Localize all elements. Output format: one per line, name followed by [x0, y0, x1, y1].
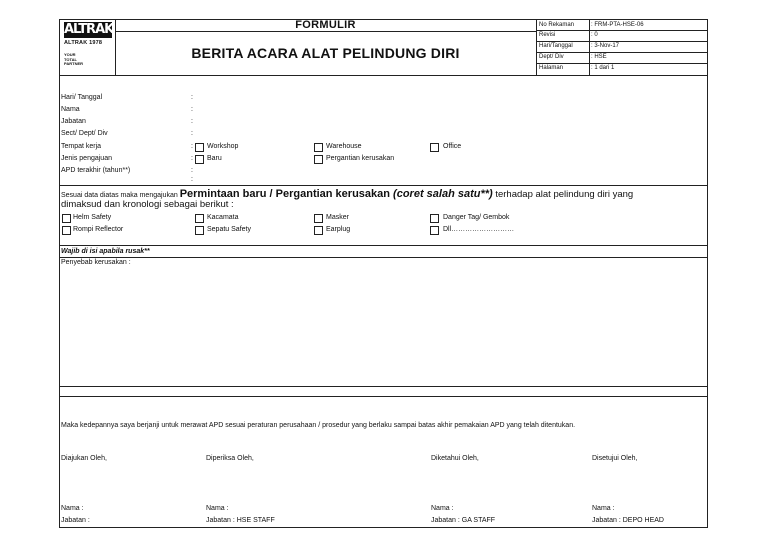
form-title: BERITA ACARA ALAT PELINDUNG DIRI	[191, 45, 460, 61]
field-colon-request-type: :	[191, 155, 193, 162]
apd-sepatu: Sepatu Safety	[207, 226, 251, 233]
apd-danger-tag: Danger Tag/ Gembok	[443, 214, 510, 221]
logo-tagline: YOUR TOTAL PARTNER	[64, 52, 84, 66]
meta-divider	[589, 19, 590, 75]
checkbox-pergantian[interactable]	[314, 155, 323, 164]
option-pergantian: Pergantian kerusakan	[326, 155, 395, 162]
apd-masker: Masker	[326, 214, 349, 221]
damage-cause-label: Penyebab kerusakan :	[61, 259, 131, 266]
sig-position-submitted: Jabatan :	[61, 517, 90, 524]
field-colon-date: :	[191, 94, 193, 101]
statement-suffix: terhadap alat pelindung diri yang	[492, 189, 634, 200]
statement-line-2: dimaksud dan kronologi sebagai berikut :	[61, 199, 234, 210]
option-baru: Baru	[207, 155, 222, 162]
field-colon-workplace: :	[191, 143, 193, 150]
checkbox-office[interactable]	[430, 143, 439, 152]
title-underline	[115, 31, 536, 32]
damage-top-line	[59, 245, 708, 246]
meta-value-date: : 3-Nov-17	[591, 43, 620, 49]
sig-position-approved: Jabatan : DEPO HEAD	[592, 517, 664, 524]
header-divider-right	[536, 19, 537, 75]
field-label-position: Jabatan	[61, 118, 86, 125]
sig-role-approved: Disetujui Oleh,	[592, 455, 638, 462]
meta-label-dept: Dept/ Div	[539, 54, 564, 60]
sig-name-acknowledged: Nama :	[431, 505, 454, 512]
meta-label-date: Hari/Tanggal	[539, 43, 573, 49]
apd-earplug: Earplug	[326, 226, 351, 233]
checkbox-workshop[interactable]	[195, 143, 204, 152]
checkbox-masker[interactable]	[314, 214, 323, 223]
checkbox-warehouse[interactable]	[314, 143, 323, 152]
sig-role-submitted: Diajukan Oleh,	[61, 455, 107, 462]
option-warehouse: Warehouse	[326, 143, 362, 150]
logo-mark: ALTRAK	[64, 22, 114, 37]
field-label-dept: Sect/ Dept/ Div	[61, 130, 108, 137]
meta-label-record: No Rekaman	[539, 22, 575, 28]
damage-cause-field[interactable]	[60, 269, 707, 385]
damage-header-line	[59, 257, 708, 258]
meta-value-page: : 1 dari 1	[591, 65, 615, 71]
statement-top-line	[59, 185, 708, 186]
checkbox-dll[interactable]	[430, 226, 439, 235]
sig-name-approved: Nama :	[592, 505, 615, 512]
company-logo	[62, 21, 114, 67]
meta-label-revision: Revisi	[539, 32, 556, 38]
sig-role-acknowledged: Diketahui Oleh,	[431, 455, 479, 462]
checkbox-sepatu[interactable]	[195, 226, 204, 235]
sig-position-acknowledged: Jabatan : GA STAFF	[431, 517, 496, 524]
field-label-date: Hari/ Tanggal	[61, 94, 103, 101]
field-colon-name: :	[191, 106, 193, 113]
meta-label-page: Halaman	[539, 65, 564, 71]
field-label-workplace: Tempat kerja	[61, 143, 102, 150]
damage-bottom-line	[59, 386, 708, 387]
apd-dll: Dll………………………	[443, 226, 515, 233]
meta-value-record: : FRM-PTA-HSE-06	[591, 22, 644, 28]
statement-bold: Permintaan baru / Pergantian kerusakan	[179, 188, 394, 200]
option-workshop: Workshop	[207, 143, 239, 150]
checkbox-rompi[interactable]	[62, 226, 71, 235]
field-colon-last-apd: :	[191, 167, 193, 174]
statement-italic: (coret salah satu**)	[393, 188, 493, 200]
option-office: Office	[443, 143, 462, 150]
field-colon-position: :	[191, 118, 193, 125]
field-colon-dept: :	[191, 130, 193, 137]
checkbox-danger-tag[interactable]	[430, 214, 439, 223]
checkbox-earplug[interactable]	[314, 226, 323, 235]
apd-kacamata: Kacamata	[207, 214, 239, 221]
field-label-last-apd: APD terakhir (tahun**)	[61, 167, 131, 174]
sig-role-checked: Diperiksa Oleh,	[206, 455, 254, 462]
checkbox-kacamata[interactable]	[195, 214, 204, 223]
damage-header: Wajib di isi apabila rusak**	[61, 248, 150, 255]
meta-value-revision: : 0	[591, 32, 598, 38]
field-label-request-type: Jenis pengajuan	[61, 155, 112, 162]
field-colon-extra: :	[191, 176, 193, 183]
meta-row-4	[536, 63, 708, 64]
apd-helm: Helm Safety	[73, 214, 112, 221]
sig-position-checked: Jabatan : HSE STAFF	[206, 517, 275, 524]
statement-prefix: Sesuai data diatas maka mengajukan	[61, 192, 180, 199]
checkbox-helm[interactable]	[62, 214, 71, 223]
meta-value-dept: : HSE	[591, 54, 607, 60]
sig-name-checked: Nama :	[206, 505, 229, 512]
meta-row-1	[536, 30, 708, 31]
meta-row-3	[536, 52, 708, 53]
logo-name: ALTRAK 1978	[64, 40, 103, 46]
field-label-name: Nama	[61, 106, 80, 113]
meta-row-2	[536, 41, 708, 42]
section-separator	[59, 396, 708, 397]
form-type-title: FORMULIR	[295, 19, 356, 31]
header-bottom	[59, 75, 708, 76]
apd-rompi: Rompi Reflector	[73, 226, 124, 233]
commitment-text: Maka kedepannya saya berjanji untuk merawat APD sesuai peraturan perusahaan / prosedur yang berlaku sampai batas akhir pemakaian APD yang telah ditentukan.	[61, 422, 576, 429]
sig-name-submitted: Nama :	[61, 505, 84, 512]
checkbox-baru[interactable]	[195, 155, 204, 164]
